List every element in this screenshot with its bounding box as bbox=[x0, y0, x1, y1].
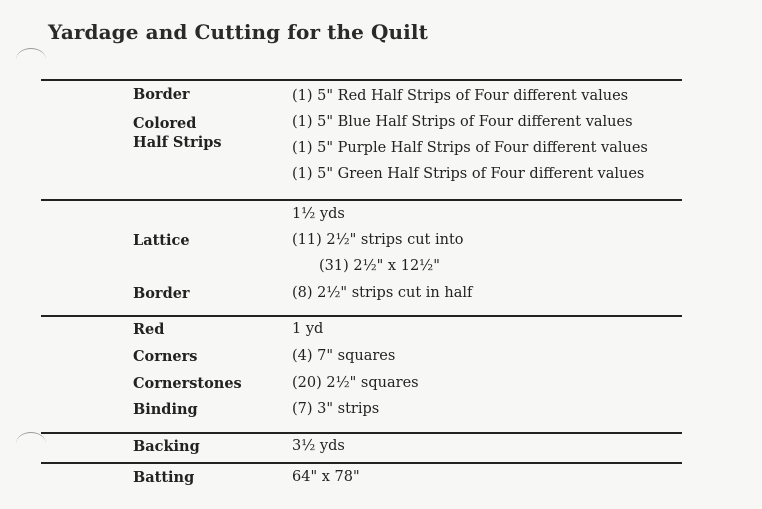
section-divider bbox=[41, 79, 682, 81]
row-label: Batting bbox=[133, 469, 195, 486]
row-label: Border bbox=[133, 86, 190, 103]
row-label: Colored bbox=[133, 115, 197, 132]
binder-hole-bottom bbox=[16, 432, 46, 455]
row-value: (7) 3" strips bbox=[292, 401, 380, 417]
row-value: 1 yd bbox=[292, 321, 324, 337]
row-value: 64" x 78" bbox=[292, 469, 360, 485]
row-label: Binding bbox=[133, 401, 198, 418]
section-divider bbox=[41, 199, 682, 201]
row-value: 1½ yds bbox=[292, 206, 345, 222]
row-label: Border bbox=[133, 285, 190, 302]
section-divider bbox=[41, 432, 682, 434]
row-value: (11) 2½" strips cut into bbox=[292, 232, 464, 248]
row-label: Corners bbox=[133, 348, 198, 365]
row-value: (4) 7" squares bbox=[292, 348, 396, 364]
row-label: Half Strips bbox=[133, 134, 222, 151]
row-label: Backing bbox=[133, 438, 200, 455]
page-title: Yardage and Cutting for the Quilt bbox=[48, 20, 428, 44]
row-value: 3½ yds bbox=[292, 438, 345, 454]
row-value: (1) 5" Green Half Strips of Four different values bbox=[292, 166, 645, 182]
section-divider bbox=[41, 315, 682, 317]
row-value: (1) 5" Blue Half Strips of Four different values bbox=[292, 114, 633, 130]
row-value: (1) 5" Red Half Strips of Four different values bbox=[292, 88, 629, 104]
section-divider bbox=[41, 462, 682, 464]
row-value: (1) 5" Purple Half Strips of Four different values bbox=[292, 140, 648, 156]
row-label: Red bbox=[133, 321, 165, 338]
row-label: Lattice bbox=[133, 232, 190, 249]
row-label: Cornerstones bbox=[133, 375, 242, 392]
row-value: (31) 2½" x 12½" bbox=[319, 258, 440, 274]
row-value: (8) 2½" strips cut in half bbox=[292, 285, 473, 301]
row-value: (20) 2½" squares bbox=[292, 375, 419, 391]
binder-hole-top bbox=[16, 48, 46, 71]
